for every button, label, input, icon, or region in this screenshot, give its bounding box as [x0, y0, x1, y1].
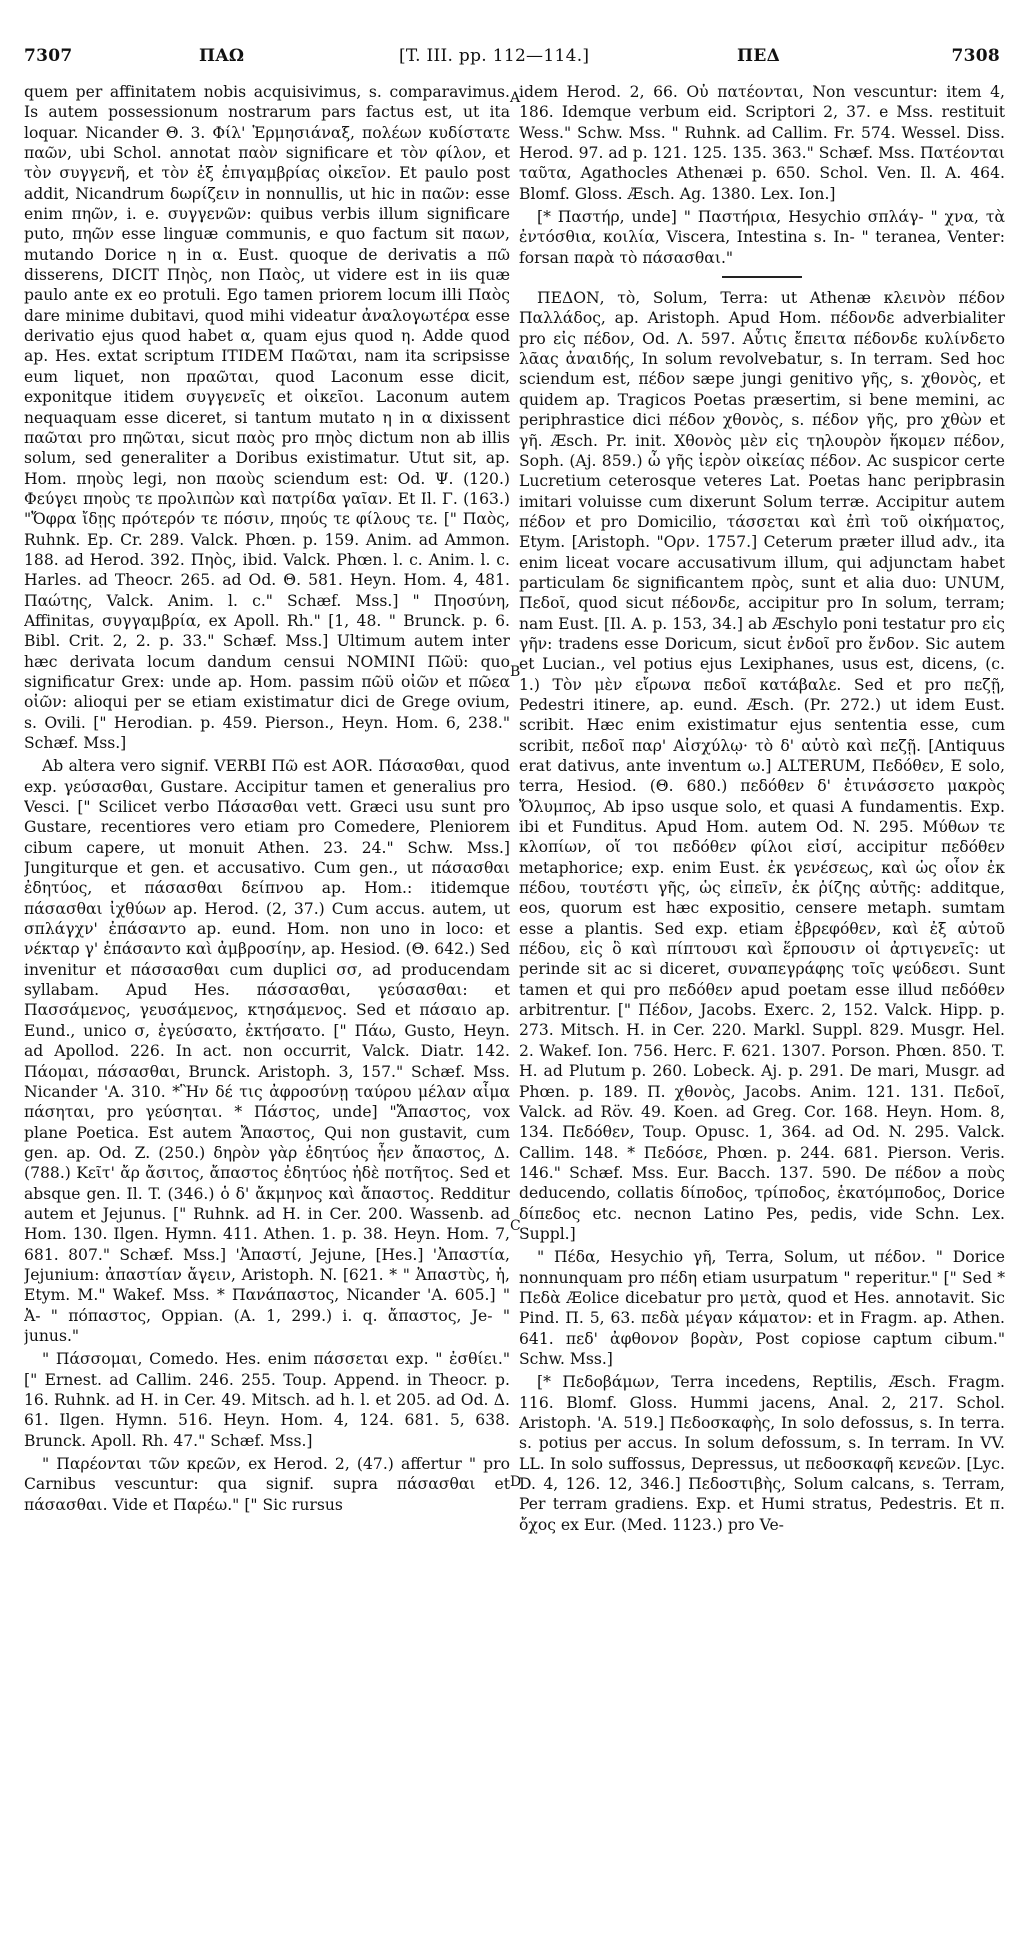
page-header	[24, 46, 1000, 74]
paragraph: " Πάσσομαι, Comedo. Hes. enim πάσσεται exp. " ἐσθίει." [" Ernest. ad Callim. 246. 255. Toup. Append. in Theocr. p. 16. Ruhnk. ad H. in Cer. 49. Mitsch. ad h. l. et 205. ad Od. Δ. 61. Ilgen. Hymn. 516. Heyn. Hom. 4, 124. 681. 5, 638. Brunck. Apoll. Rh. 47." Schæf. Mss.]	[24, 1350, 510, 1450]
left-column-number: 7307	[24, 46, 73, 66]
paragraph: [* Πεδοβάμων, Terra incedens, Reptilis, Æsch. Fragm. 116. Blomf. Gloss. Hummi jacens, Anal. 2, 217. Schol. Aristoph. 'A. 519.] Πεδοσκαφὴς, In solo defossus, s. In terra. s. potius per accus. In solum defossum, s. In terram. In VV. LL. In solo suffossus, Depressus, ut πεδοσκαφῆ κενεῶν. [Lyc. D. 4, 126. 12, 346.] Πεδοστιβὴς, Solum calcans, s. Terram, Per terram gradiens. Exp. et Humi stratus, Pedestris. Et π. ὄχος ex Eur. (Med. 1123.) pro Ve-	[519, 1373, 1005, 1534]
paragraph: quem per affinitatem nobis acquisivimus, s. comparavimus. Is autem possessionum nostrarum pars factus est, ut ita loquar. Nicander Θ. 3. Φίλ' Ἑρμησιάναξ, πολέων κυδίστατε παῶν, ubi Schol. annotat παὸν significare et τὸν φίλον, et τὸν συγγενῆ, et τὸν ἐξ ἐπιγαμβρίας οἰκεῖον. Et paulo post addit, Nicandrum δωρίζειν in nonnullis, ut hic in παῶν: esse enim πηῶν, i. e. συγγενῶν: quibus verbis illum significare puto, πηῶν esse linguæ communis, e quo factum sit παων, mutando Dorice η in α. Eust. quoque de derivatis a πῶ disserens, DICIT Πηὸς, non Παὸς, ut videre est in iis quæ paulo ante ex eo protuli. Ego tamen priorem locum illi Παὸς dare minime dubitavi, quod mihi videatur ἀναλογωτέρα esse derivatio ejus quod habet α, quam ejus quod η. Adde quod ap. Hes. extat scriptum ITIDEM Παῶται, nam ita scripsisse eum liquet, non πραῶται, quod Laconum esse dicit, exponitque itidem συγγενεῖς et οἰκεῖοι. Laconum autem nequaquam esse diceret, si tantum mutato η in α dixissent παῶται pro πηῶται, sicut παὸς pro πηὸς dictum non ab illis solum, sed generaliter a Doribus existimatur. Utut sit, ap. Hom. πηοὺς legi, non παοὺς sciendum est: Od. Ψ. (120.) Φεύγει πηοὺς τε προλιπὼν καὶ πατρίδα γαῖαν. Et Il. Γ. (163.) "Ὄφρα ἴδῃς πρότερόν τε πόσιν, πηούς τε φίλους τε. [" Παὸς, Ruhnk. Ep. Cr. 289. Valck. Phœn. p. 159. Anim. ad Ammon. 188. ad Herod. 392. Πηὸς, ibid. Valck. Phœn. l. c. Anim. l. c. Harles. ad Theocr. 265. ad Od. Θ. 581. Heyn. Hom. 4, 481. Παώτης, Valck. Anim. l. c." Schæf. Mss.] " Πηοσύνη, Affinitas, συγγαμβρία, ex Apoll. Rh." [1, 48. " Brunck. p. 6. Bibl. Crit. 2, 2. p. 33." Schæf. Mss.] Ultimum autem inter hæc derivata locum dandum censui NOMINI Πῶϋ: quo significatur Grex: unde ap. Hom. passim πῶϋ οἰῶν et πῶεα οἰῶν: alioqui per se etiam existimatur dici de Grege ovium, s. Ovili. [" Herodian. p. 459. Pierson., Heyn. Hom. 6, 238." Schæf. Mss.]	[24, 83, 510, 752]
left-running-head: ΠΑΩ	[199, 46, 245, 66]
paragraph: " Παρέονται τῶν κρεῶν, ex Herod. 2, (47.) affertur " pro Carnibus vescuntur: qua signif. supra πάσασθαι et πάσασθαι. Vide et Παρέω." [" Sic rursus	[24, 1455, 510, 1514]
right-column-number: 7308	[951, 46, 1000, 66]
margin-letter: A	[510, 90, 521, 106]
entry-separator-rule	[722, 276, 802, 278]
right-text-column	[519, 82, 1005, 1912]
margin-letter: C	[510, 1218, 521, 1234]
right-running-head: ΠΕΔ	[737, 46, 781, 66]
margin-letter: B	[510, 664, 521, 680]
paragraph: idem Herod. 2, 66. Οὐ πατέονται, Non vescuntur: item 4, 186. Idemque verbum eid. Scriptori 2, 37. e Mss. restituit Wess." Schw. Mss. " Ruhnk. ad Callim. Fr. 574. Wessel. Diss. Herod. 97. ad p. 121. 125. 135. 363." Schæf. Mss. Πατέονται ταῦτα, Agathocles Athenæi p. 650. Schol. Ven. Il. A. 464. Blomf. Gloss. Æsch. Ag. 1380. Lex. Ion.]	[519, 83, 1005, 203]
volume-page-range: [T. III. pp. 112—114.]	[399, 46, 590, 66]
left-text-column	[24, 82, 510, 1912]
margin-letter: D	[510, 1474, 522, 1490]
paragraph: [* Παστήρ, unde] " Παστήρια, Hesychio σπλάγ- " χνα, τὰ ἐντόσθια, κοιλία, Viscera, Intestina s. In- " teranea, Venter: forsan παρὰ τὸ πάσασθαι."	[519, 208, 1005, 267]
paragraph: " Πέδα, Hesychio γῆ, Terra, Solum, ut πέδον. " Dorice nonnunquam pro πέδη etiam usurpatum " reperitur." [" Sed * Πεδὰ Æolice dicebatur pro μετὰ, quod et Hes. annotavit. Sic Pind. Π. 5, 63. πεδὰ μέγαν κάματον: et in Fragm. ap. Athen. 641. πεδ' ἀφθονον βορὰν, Post copiose captum cibum." Schw. Mss.]	[519, 1248, 1005, 1368]
headword-entry: ΠΕΔΟΝ, τὸ, Solum, Terra: ut Athenæ κλεινὸν πέδον Παλλάδος, ap. Aristoph. Apud Hom. πέδονδε adverbialiter pro εἰς πέδον, Od. Λ. 597. Αὖτις ἔπειτα πέδονδε κυλίνδετο λᾶας ἀναιδής, In solum revolvebatur, s. In terram. Sed hoc sciendum est, πέδον sæpe jungi genitivo γῆς, s. χθονὸς, et quidem ap. Tragicos Poetas præsertim, si bene memini, ac periphrastice dici πέδον χθονὸς, s. πέδον γῆς, pro χθὼν et γῆ. Æsch. Pr. init. Χθονὸς μὲν εἰς τηλουρὸν ἥκομεν πέδον, Soph. (Aj. 859.) ὦ γῆς ἱερὸν οἰκείας πέδον. Ac suspicor certe Lucretium ceterosque veteres Lat. Poetas hanc peripbrasin imitari voluisse cum dixerunt Solum terræ. Accipitur autem πέδον et pro Domicilio, τάσσεται καὶ ἐπὶ τοῦ οἰκήματος, Etym. [Aristoph. "Ορν. 1757.] Ceterum præter illud adv., ita enim liceat vocare accusativum illum, qui adjunctam habet particulam δε significantem πρὸς, sunt et alia duo: UNUM, Πεδοῖ, quod sicut πέδονδε, accipitur pro In solum, terram; nam Eust. [Il. A. p. 153, 34.] ab Æschylo poni testatur pro εἰς γῆν: tradens esse Doricum, sicut ἐνδοῖ pro ἔνδον. Sic autem et Lucian., vel potius ejus Lexiphanes, usus est, dicens, (c. 1.) Τὸν μὲν εἴρωνα πεδοῖ κατάβαλε. Sed et pro πεζῇ, Pedestri itinere, ap. eund. Æsch. (Pr. 272.) ut idem Eust. scribit. Hæc enim existimatur ejus sententia esse, cum scribit, πεδοῖ παρ' Αἰσχύλῳ· τὸ δ' αὐτὸ καὶ πεζῇ. [Antiquus erat dativus, ante inventum ω.] ALTERUM, Πεδόθεν, E solo, terra, Hesiod. (Θ. 680.) πεδόθεν δ' ἐτινάσσετο μακρὸς Ὄλυμπος, Ab ipso usque solo, et quasi A fundamentis. Exp. ibi et Funditus. Apud Hom. autem Od. N. 295. Μύθων τε κλοπίων, οἵ τοι πεδόθεν φίλοι εἰσί, accipitur πεδόθεν metaphorice; exp. enim Eust. ἐκ γενέσεως, καὶ ὡς οἷον ἐκ πέδου, τουτέστι γῆς, ὡς εἰπεῖν, ἐκ ῥίζης αὐτῆς: additque, eos, quorum est hæc expositio, censere metaph. sumtam esse a plantis. Sed exp. etiam ἐβρεφόθεν, καὶ ἐξ αὐτοῦ πέδου, εἰς ὃ καὶ πίπτουσι καὶ ἕρπουσιν οἱ ἀρτιγενεῖς: ut perinde sit ac si diceret, συναπεγράφης τοῖς ψεύδεσι. Sunt tamen et qui pro πεδόθεν apud poetam esse illud πεδόθεν arbitrentur. [" Πέδον, Jacobs. Exerc. 2, 152. Valck. Hipp. p. 273. Mitsch. H. in Cer. 220. Markl. Suppl. 829. Musgr. Hel. 2. Wakef. Ion. 756. Herc. F. 621. 1307. Porson. Phœn. 850. T. H. ad Plutum p. 260. Lobeck. Aj. p. 291. De mari, Musgr. ad Phœn. p. 189. Π. χθονὸς, Jacobs. Anim. 121. 131. Πεδοῖ, Valck. ad Röv. 49. Koen. ad Greg. Cor. 168. Heyn. Hom. 8, 134. Πεδόθεν, Toup. Opusc. 1, 364. ad Od. N. 295. Valck. Callim. 148. * Πεδόσε, Phœn. p. 244. 681. Pierson. Veris. 146." Schæf. Mss. Eur. Bacch. 137. 590. De πέδον a ποὺς deducendo, collatis δίποδος, τρίποδος, ἑκατόμποδος, Dorice δίπεδος etc. necnon Latino Pes, pedis, vide Schn. Lex. Suppl.]	[519, 289, 1005, 1243]
paragraph: Ab altera vero signif. VERBI Πῶ est AOR. Πάσασθαι, quod exp. γεύσασθαι, Gustare. Accipitur tamen et generalius pro Vesci. [" Scilicet verbo Πάσασθαι vett. Græci usu sunt pro Gustare, recentiores vero etiam pro Comedere, Pleniorem cibum capere, ut monuit Athen. 23. 24." Schw. Mss.] Jungiturque et gen. et accusativo. Cum gen., ut πάσασθαι ἐδητύος, et πάσασθαι δείπνου ap. Hom.: itidemque πάσασθαι ἰχθύων ap. Herod. (2, 37.) Cum accus. autem, ut σπλάγχν' ἐπάσαντο ap. eund. Hom. non uno in loco: et νέκταρ γ' ἐπάσαντο καὶ ἀμβροσίην, ap. Hesiod. (Θ. 642.) Sed invenitur et πάσσασθαι cum duplici σσ, ad producendam syllabam. Apud Hes. πάσσασθαι, γεύσασθαι: et Πασσάμενος, γευσάμενος, κτησάμενος. Sed et πάσαιο ap. Eund., unico σ, ἐγεύσατο, ἐκτήσατο. [" Πάω, Gusto, Heyn. ad Apollod. 226. In act. non occurrit, Valck. Diatr. 142. Πάομαι, πάσασθαι, Brunck. Aristoph. 3, 157." Schæf. Mss. Nicander 'A. 310. *Ἣν δέ τις ἀφροσύνῃ ταύρου μέλαν αἷμα πάσηται, pro γεύσηται. * Πάστος, unde] "Ἄπαστος, vox plane Poetica. Est autem Ἄπαστος, Qui non gustavit, cum gen. ap. Od. Z. (250.) δηρὸν γὰρ ἐδητύος ἦεν ἄπαστος, Δ. (788.) Κεῖτ' ἄρ ἄσιτος, ἄπαστος ἐδητύος ἠδὲ ποτῆτος. Sed et absque gen. Il. T. (346.) ὁ δ' ἄκμηνος καὶ ἄπαστος. Redditur autem et Jejunus. [" Ruhnk. ad H. in Cer. 200. Wassenb. ad Hom. 130. Ilgen. Hymn. 411. Athen. 1. p. 38. Heyn. Hom. 7, 681. 807." Schæf. Mss.] 'Ἀπαστί, Jejune, [Hes.] 'Ἀπαστία, Jejunium: ἀπαστίαν ἄγειν, Aristoph. N. [621. * " Ἀπαστὺς, ἡ, Etym. M." Wakef. Mss. * Πανάπαστος, Nicander 'A. 605.] " Ἀ- " πόπαστος, Oppian. (A. 1, 299.) i. q. ἄπαστος, Je- " junus."	[24, 757, 510, 1345]
